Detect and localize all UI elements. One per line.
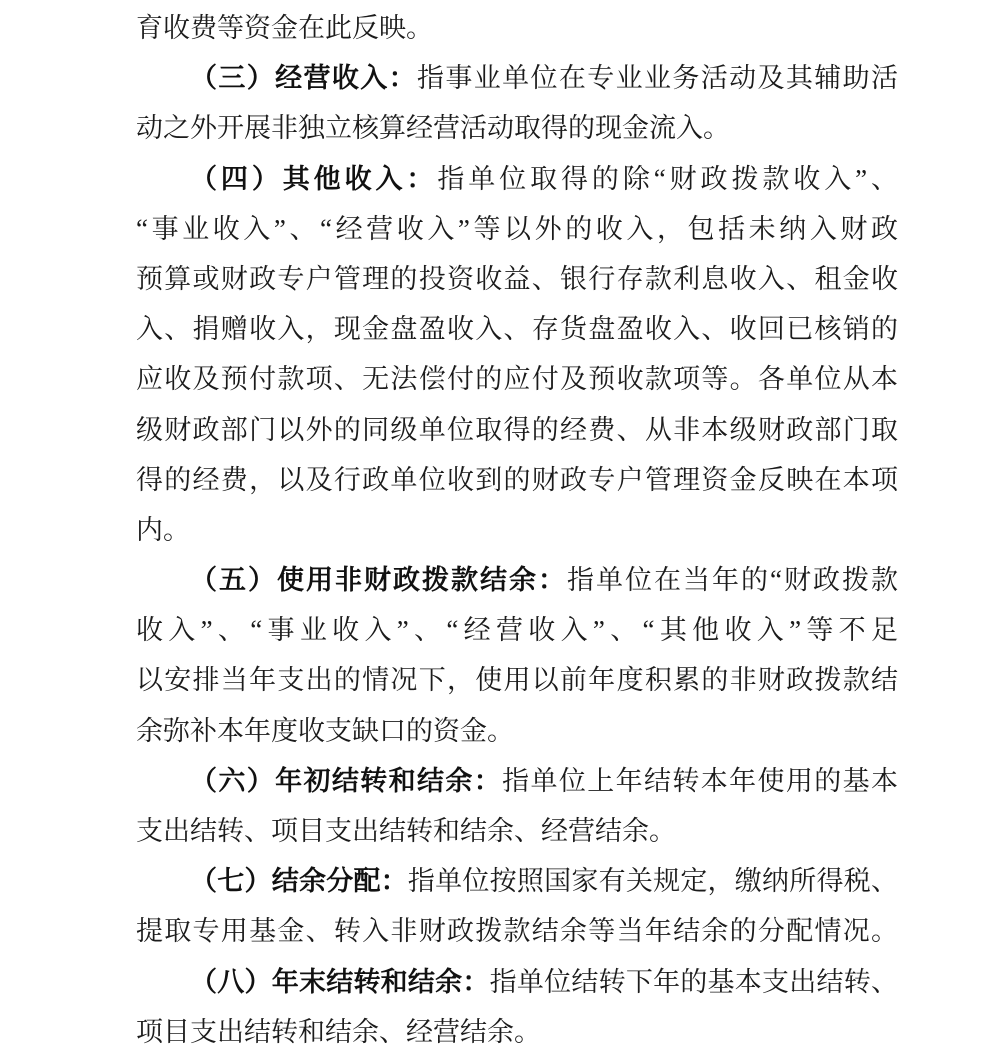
line-text: 余弥补本年度收支缺口的资金。 (136, 715, 514, 746)
line-text: 支出结转、项目支出结转和结余、经营结余。 (136, 816, 676, 846)
text-line (136, 405, 898, 455)
line-text: 指单位上年结转本年使用的基本 (502, 765, 898, 796)
text-line (136, 204, 898, 254)
clause-heading: （四）其他收入： (190, 163, 438, 194)
text-line (136, 103, 898, 153)
line-text: 以安排当年支出的情况下，使用以前年度积累的非财政拨款结 (136, 665, 898, 696)
line-text: 级财政部门以外的同级单位取得的经费、从非本级财政部门取 (136, 414, 898, 445)
clause-heading: （七）结余分配： (190, 866, 408, 897)
line-text: 指单位取得的除“财政拨款收入”、 (437, 163, 898, 194)
line-text: 得的经费，以及行政单位收到的财政专户管理资金反映在本项 (136, 464, 898, 495)
line-text: 预算或财政专户管理的投资收益、银行存款利息收入、租金收 (136, 263, 898, 294)
text-line (136, 455, 898, 505)
line-text: 项目支出结转和结余、经营结余。 (136, 1016, 541, 1047)
document-text-block (136, 3, 898, 1056)
text-line (136, 555, 898, 605)
text-line (136, 1007, 898, 1056)
clause-heading: （六）年初结转和结余： (190, 765, 503, 796)
text-line (136, 906, 898, 956)
text-line (136, 806, 898, 856)
line-text: 提取专用基金、转入非财政拨款结余等当年结余的分配情况。 (136, 916, 898, 947)
text-line (136, 655, 898, 705)
clause-heading: （五）使用非财政拨款结余： (190, 565, 568, 596)
line-text: “事业收入”、“经营收入”等以外的收入，包括未纳入财政 (136, 213, 898, 244)
text-line (136, 53, 898, 103)
line-text: 收入”、“事业收入”、“经营收入”、“其他收入”等不足 (136, 615, 898, 646)
line-text: 指单位结转下年的基本支出结转、 (489, 966, 898, 997)
line-text: 动之外开展非独立核算经营活动取得的现金流入。 (136, 113, 730, 144)
line-text: 指单位按照国家有关规定，缴纳所得税、 (407, 866, 898, 897)
text-line (136, 3, 898, 53)
text-line (136, 756, 898, 806)
text-line (136, 354, 898, 404)
text-line (136, 154, 898, 204)
line-text: 育收费等资金在此反映。 (136, 13, 433, 43)
text-line (136, 254, 898, 304)
line-text: 应收及预付款项、无法偿付的应付及预收款项等。各单位从本 (136, 364, 898, 395)
clause-heading: （八）年末结转和结余： (190, 966, 490, 997)
line-text: 指事业单位在专业业务活动及其辅助活 (417, 63, 898, 94)
text-line (136, 957, 898, 1007)
text-line (136, 605, 898, 655)
clause-heading: （三）经营收入： (190, 63, 417, 94)
text-line (136, 706, 898, 756)
line-text: 内。 (136, 514, 190, 545)
text-line (136, 505, 898, 555)
line-text: 指单位在当年的“财政拨款 (567, 565, 898, 596)
text-line (136, 304, 898, 354)
line-text: 入、捐赠收入，现金盘盈收入、存货盘盈收入、收回已核销的 (136, 314, 898, 345)
text-line (136, 856, 898, 906)
